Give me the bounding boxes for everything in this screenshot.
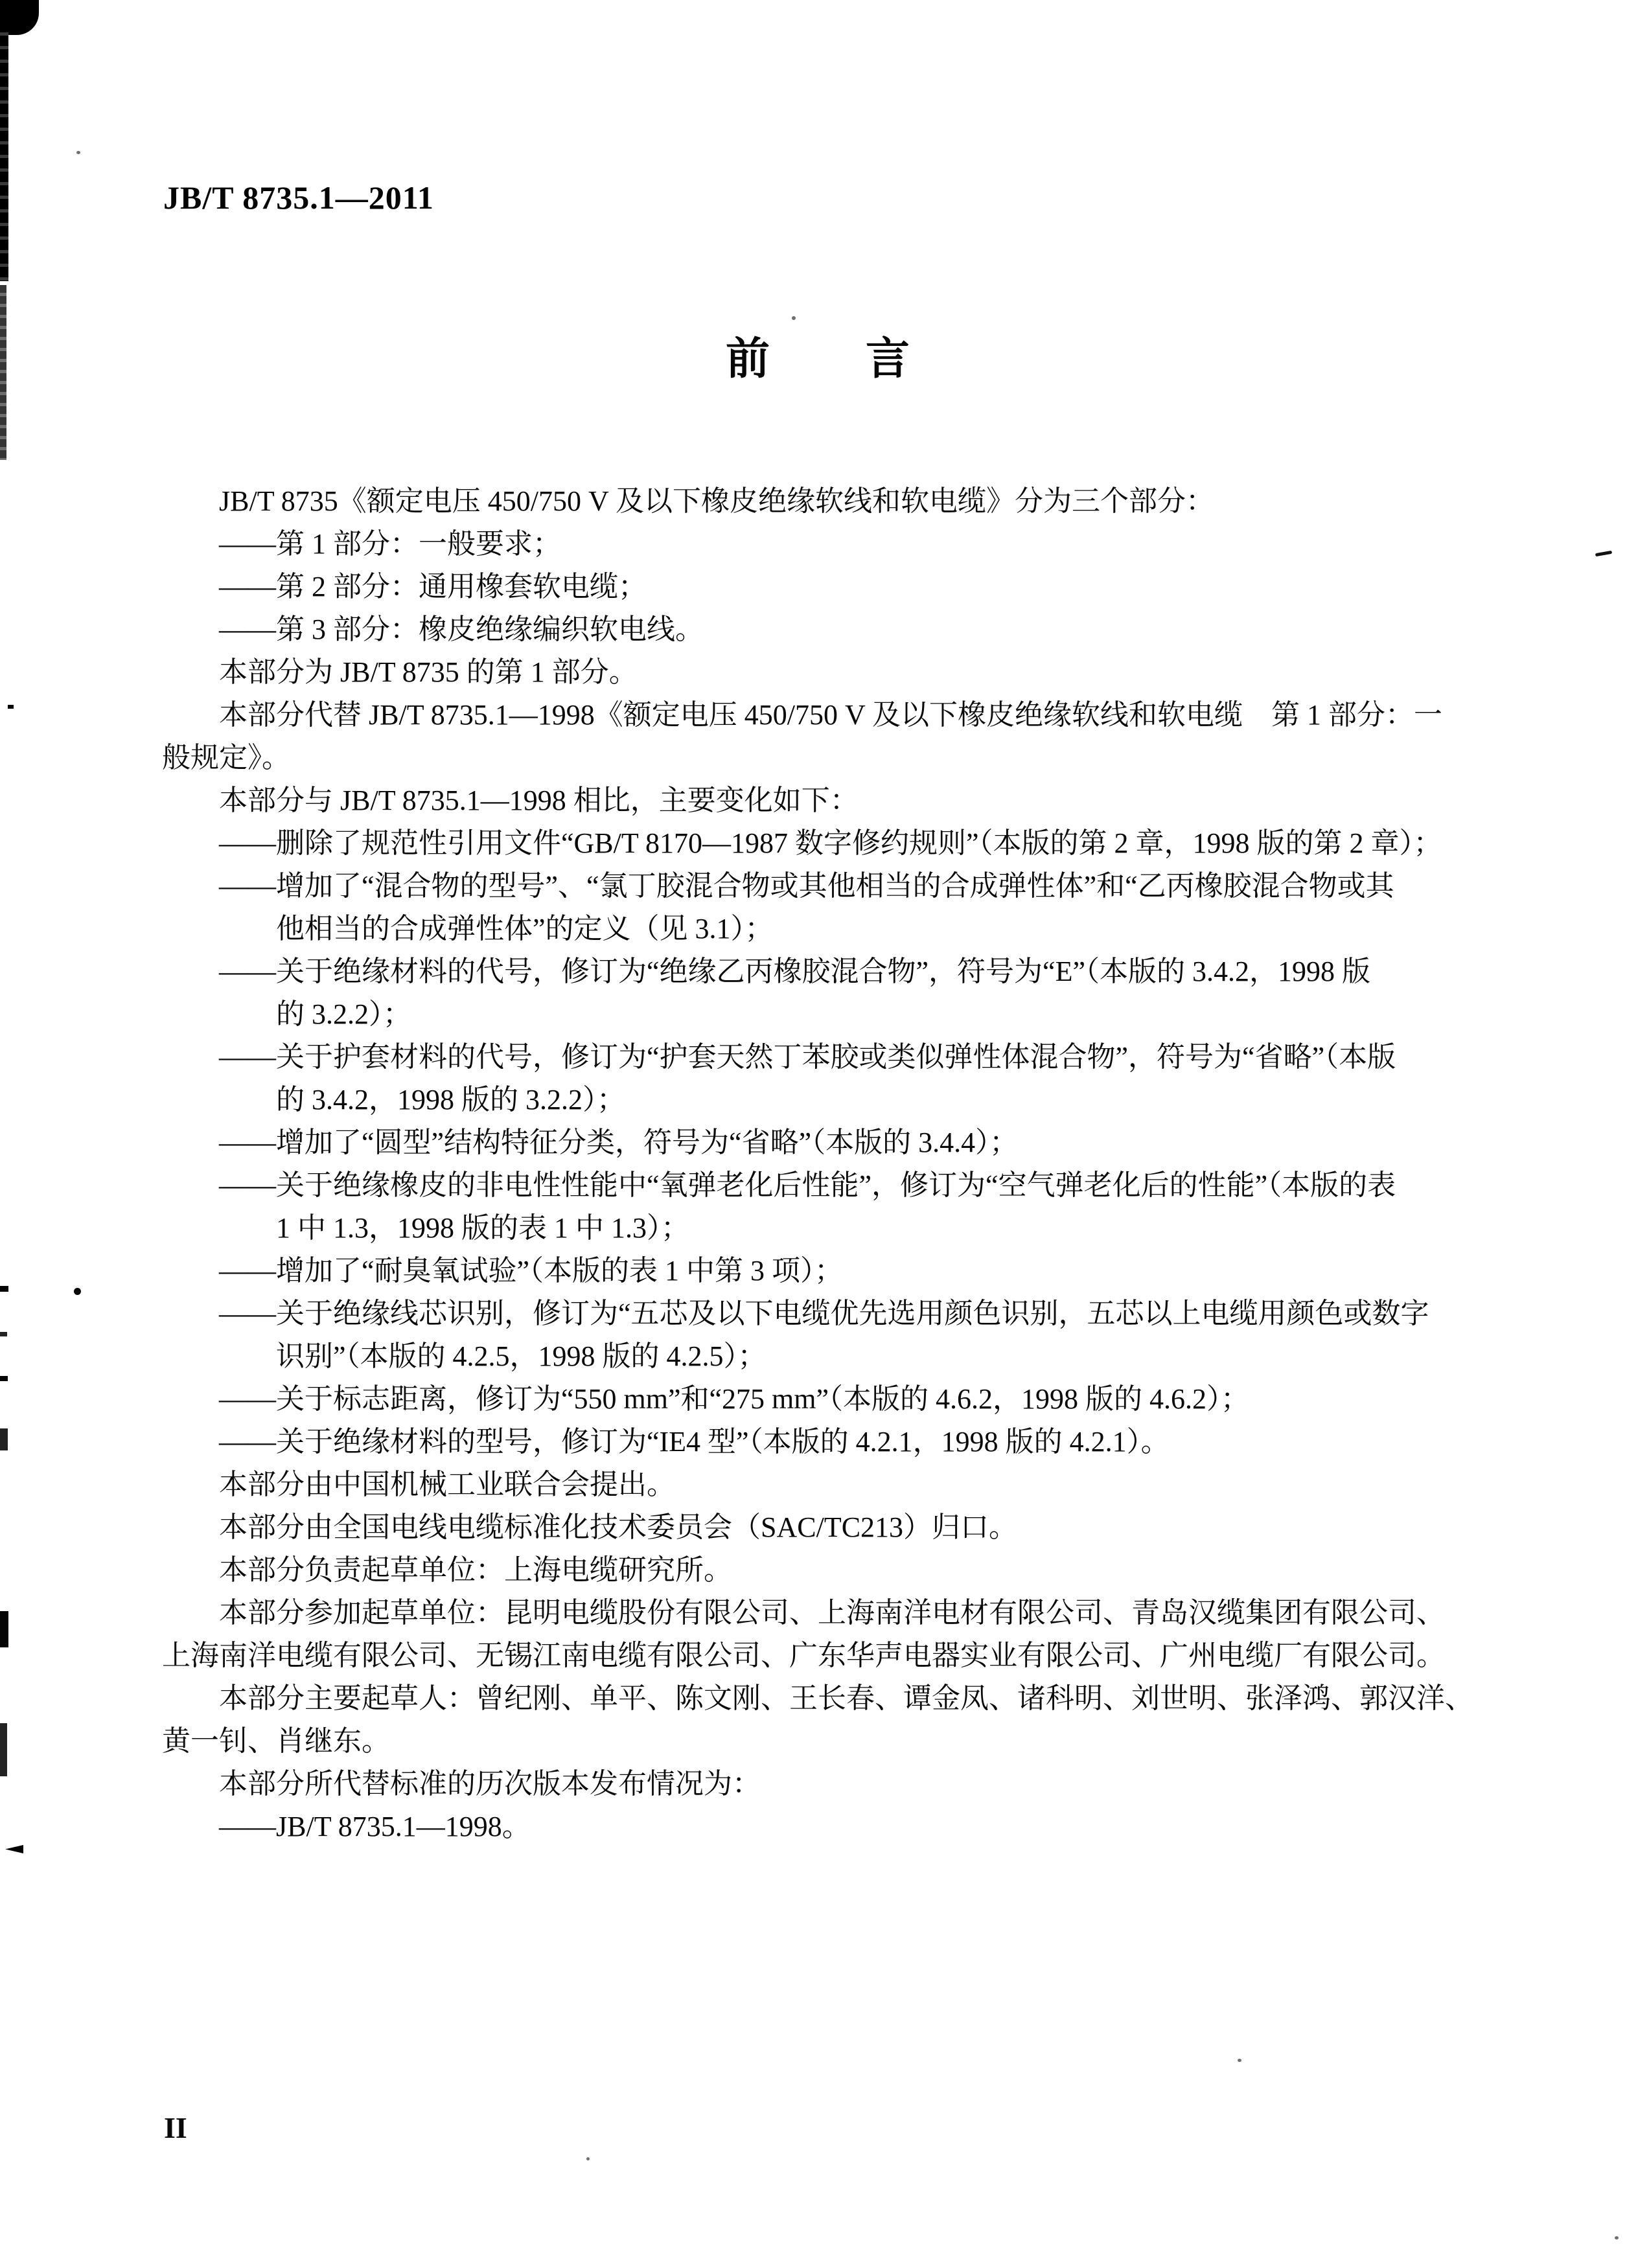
text-line: 本部分主要起草人：曾纪刚、单平、陈文刚、王长春、谭金凤、诸科明、刘世明、张泽鸿、郭汉洋、	[219, 1682, 1473, 1714]
text-line: 本部分负责起草单位：上海电缆研究所。	[219, 1554, 732, 1586]
text-line: 他相当的合成弹性体”的定义（见 3.1）；	[276, 913, 774, 945]
scan-artifact-dot	[74, 1288, 81, 1295]
scan-artifact-squiggle	[1595, 551, 1612, 556]
text-line: 本部分参加起草单位：昆明电缆股份有限公司、上海南洋电材有限公司、青岛汉缆集团有限公司、	[219, 1597, 1445, 1629]
scan-artifact	[0, 1723, 7, 1776]
text-line: ——关于绝缘橡皮的非电性性能中“氧弹老化后性能”，修订为“空气弹老化后的性能”（本版的表	[219, 1169, 1396, 1201]
text-line: ——增加了“混合物的型号”、“氯丁胶混合物或其他相当的合成弹性体”和“乙丙橡胶混合物或其	[219, 870, 1394, 902]
scan-artifact	[0, 1376, 8, 1381]
text-line: 本部分代替 JB/T 8735.1—1998《额定电压 450/750 V 及以下橡皮绝缘软线和软电缆 第 1 部分：一	[219, 699, 1442, 731]
text-line: JB/T 8735《额定电压 450/750 V 及以下橡皮绝缘软线和软电缆》分为三个部分：	[219, 485, 1214, 517]
text-line: ——增加了“耐臭氧试验”（本版的表 1 中第 3 项）；	[219, 1255, 844, 1287]
text-line: 本部分与 JB/T 8735.1—1998 相比，主要变化如下：	[219, 785, 859, 816]
text-line: ——关于标志距离，修订为“550 mm”和“275 mm”（本版的 4.6.2，1998 版的 4.6.2）；	[219, 1383, 1250, 1415]
text-line: 本部分为 JB/T 8735 的第 1 部分。	[219, 656, 638, 688]
text-line: 识别”（本版的 4.2.5，1998 版的 4.2.5）；	[276, 1340, 767, 1372]
scan-speck	[792, 316, 796, 320]
scan-artifact	[0, 1428, 8, 1450]
text-line: ——关于绝缘线芯识别，修订为“五芯及以下电缆优先选用颜色识别，五芯以上电缆用颜色或数字	[219, 1298, 1429, 1329]
scan-speck	[76, 151, 80, 154]
scan-artifact-wedge	[5, 1845, 23, 1853]
text-line: ——关于绝缘材料的型号，修订为“IE4 型”（本版的 4.2.1，1998 版的 4.2.1）。	[219, 1426, 1170, 1458]
standard-number: JB/T 8735.1—2011	[163, 179, 434, 216]
text-line: 本部分由中国机械工业联合会提出。	[219, 1469, 675, 1500]
scan-speck	[1615, 2236, 1619, 2239]
text-line: ——第 1 部分：一般要求；	[219, 528, 561, 560]
text-line: ——第 2 部分：通用橡套软电缆；	[219, 571, 647, 602]
text-line: ——删除了规范性引用文件“GB/T 8170—1987 数字修约规则”（本版的第 2 章，1998 版的第 2 章）；	[219, 827, 1442, 859]
text-line: ——第 3 部分：橡皮绝缘编织软电线。	[219, 613, 704, 645]
foreword-body	[162, 480, 1502, 1848]
scan-speck	[586, 2157, 590, 2160]
scan-artifact-edge-strip	[0, 22, 8, 281]
text-line: ——关于绝缘材料的代号，修订为“绝缘乙丙橡胶混合物”，符号为“E”（本版的 3.4.2，1998 版	[219, 956, 1370, 987]
page-title: 前 言	[725, 334, 912, 384]
scan-speck	[1238, 2059, 1241, 2062]
text-line: 上海南洋电缆有限公司、无锡江南电缆有限公司、广东华声电器实业有限公司、广州电缆厂有限公司。	[162, 1640, 1445, 1671]
text-line: ——JB/T 8735.1—1998。	[219, 1811, 531, 1842]
text-line: 的 3.2.2）；	[276, 998, 411, 1030]
text-line: ——增加了“圆型”结构特征分类，符号为“省略”（本版的 3.4.4）；	[219, 1127, 1019, 1158]
text-line: 本部分由全国电线电缆标准化技术委员会（SAC/TC213）归口。	[219, 1511, 1018, 1543]
scan-artifact	[0, 1611, 8, 1647]
text-line: 本部分所代替标准的历次版本发布情况为：	[219, 1768, 761, 1800]
text-line: 的 3.4.2，1998 版的 3.2.2）；	[276, 1084, 625, 1116]
scan-artifact	[8, 705, 14, 709]
scan-artifact	[0, 1332, 7, 1336]
page-number: II	[164, 2111, 187, 2144]
scan-artifact	[0, 1286, 8, 1292]
text-line: 黄一钊、肖继东。	[162, 1725, 390, 1757]
text-line: 1 中 1.3，1998 版的表 1 中 1.3）；	[276, 1212, 689, 1244]
text-line: ——关于护套材料的代号，修订为“护套天然丁苯胶或类似弹性体混合物”，符号为“省略”（本版	[219, 1041, 1396, 1073]
text-line: 般规定》。	[162, 742, 290, 773]
